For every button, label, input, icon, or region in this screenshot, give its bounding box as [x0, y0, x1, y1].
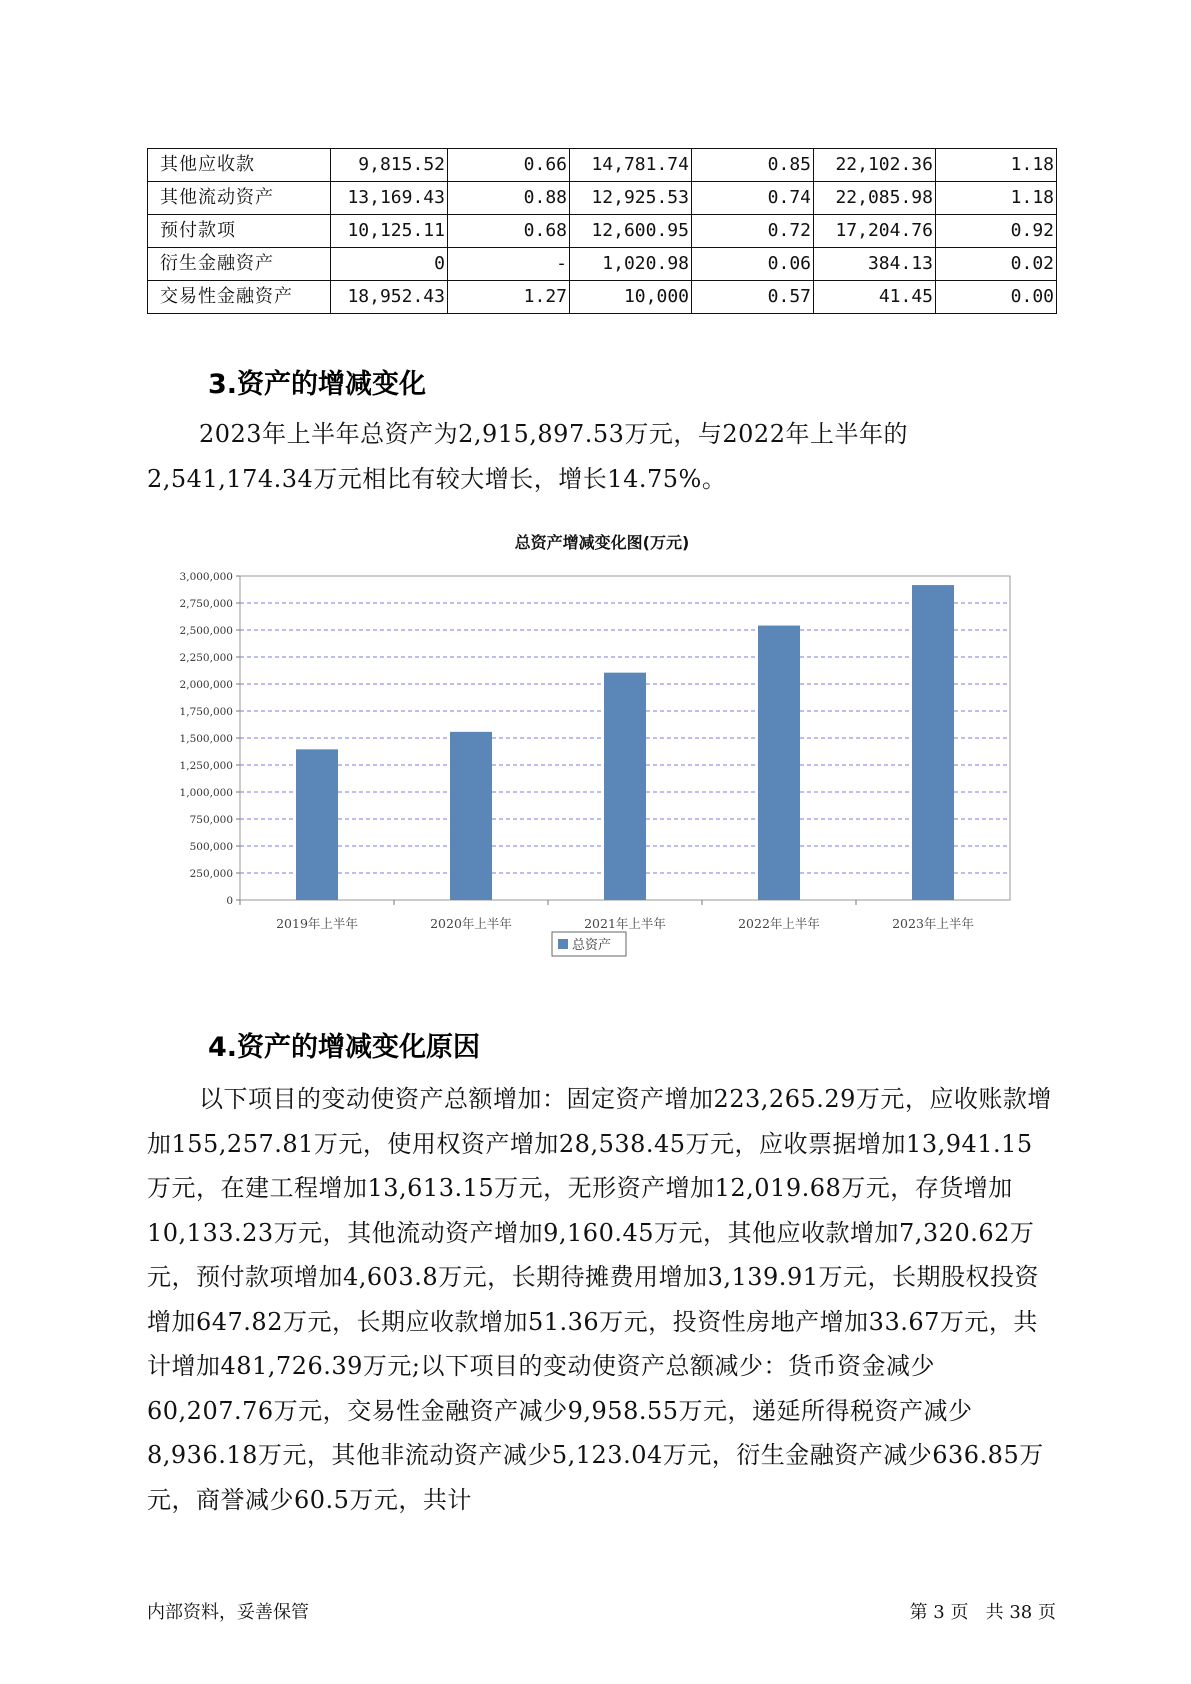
- footer-confidential-note: 内部资料，妥善保管: [147, 1602, 309, 1623]
- x-tick-label: 2020年上半年: [430, 916, 512, 931]
- table-cell-item-name: 其他应收款: [148, 149, 331, 182]
- y-tick-label: 2,500,000: [179, 625, 233, 637]
- table-cell-value: 0.92: [936, 215, 1057, 248]
- table-cell-value: 0.85: [692, 149, 814, 182]
- table-cell-value: 17,204.76: [814, 215, 936, 248]
- table-cell-value: 1.18: [936, 149, 1057, 182]
- x-tick-label: 2022年上半年: [738, 916, 820, 931]
- table-cell-value: 1.27: [448, 281, 570, 314]
- y-tick-label: 500,000: [189, 841, 233, 853]
- table-cell-value: 12,925.53: [570, 182, 692, 215]
- table-cell-item-name: 其他流动资产: [148, 182, 331, 215]
- x-tick-label: 2023年上半年: [892, 916, 974, 931]
- table-row: [148, 182, 1057, 215]
- table-row: [148, 248, 1057, 281]
- section4-heading: 4.资产的增减变化原因: [208, 1032, 481, 1063]
- table-cell-value: -: [448, 248, 570, 281]
- y-tick-label: 1,250,000: [179, 760, 233, 772]
- asset-table: [147, 148, 1057, 314]
- y-tick-label: 1,000,000: [179, 787, 233, 799]
- bar: [450, 732, 492, 900]
- table-cell-item-name: 衍生金融资产: [148, 248, 331, 281]
- table-row: [148, 149, 1057, 182]
- section4-paragraph: 以下项目的变动使资产总额增加：固定资产增加223,265.29万元，应收账款增加155,257.81万元，使用权资产增加28,538.45万元，应收票据增加13,941.15万元，在建工程增加13,613.15万元，无形资产增加12,019.68万元，存货增加10,133.23万元，其他流动资产增加9,160.45万元，其他应收款增加7,320.62万元，预付款项增加4,603.8万元，长期待摊费用增加3,139.91万元，长期股权投资增加647.82万元，长期应收款增加51.36万元，投资性房地产增加33.67万元，共计增加481,726.39万元;以下项目的变动使资产总额减少：货币资金减少60,207.76万元，交易性金融资产减少9,958.55万元，递延所得税资产减少8,936.18万元，其他非流动资产减少5,123.04万元，衍生金融资产减少636.85万元，商誉减少60.5万元，共计: [147, 1085, 1052, 1514]
- table-cell-value: 10,125.11: [331, 215, 448, 248]
- bar: [912, 585, 954, 900]
- y-tick-label: 2,750,000: [179, 598, 233, 610]
- x-tick-label: 2021年上半年: [584, 916, 666, 931]
- table-cell-value: 12,600.95: [570, 215, 692, 248]
- y-tick-label: 2,250,000: [179, 652, 233, 664]
- y-tick-label: 2,000,000: [179, 679, 233, 691]
- table-cell-value: 0.02: [936, 248, 1057, 281]
- y-tick-label: 3,000,000: [179, 571, 233, 583]
- table-cell-item-name: 交易性金融资产: [148, 281, 331, 314]
- table-row: [148, 215, 1057, 248]
- section3-heading: 3.资产的增减变化: [208, 369, 427, 400]
- table-cell-value: 0.68: [448, 215, 570, 248]
- table-row: [148, 281, 1057, 314]
- table-cell-value: 0.66: [448, 149, 570, 182]
- table-cell-value: 0: [331, 248, 448, 281]
- table-cell-value: 14,781.74: [570, 149, 692, 182]
- table-cell-value: 0.06: [692, 248, 814, 281]
- table-cell-value: 10,000: [570, 281, 692, 314]
- y-tick-label: 0: [226, 895, 233, 907]
- table-cell-value: 1,020.98: [570, 248, 692, 281]
- total-assets-chart: [160, 560, 1020, 980]
- table-cell-value: 22,085.98: [814, 182, 936, 215]
- y-tick-label: 1,750,000: [179, 706, 233, 718]
- y-tick-label: 1,500,000: [179, 733, 233, 745]
- legend-label: 总资产: [572, 938, 612, 953]
- table-cell-value: 0.00: [936, 281, 1057, 314]
- bar: [758, 626, 800, 900]
- table-cell-value: 22,102.36: [814, 149, 936, 182]
- table-cell-value: 0.72: [692, 215, 814, 248]
- y-tick-label: 750,000: [189, 814, 233, 826]
- table-cell-value: 9,815.52: [331, 149, 448, 182]
- table-cell-item-name: 预付款项: [148, 215, 331, 248]
- table-cell-value: 384.13: [814, 248, 936, 281]
- x-tick-label: 2019年上半年: [276, 916, 358, 931]
- y-tick-label: 250,000: [189, 868, 233, 880]
- table-cell-value: 1.18: [936, 182, 1057, 215]
- chart-title: 总资产增减变化图(万元): [514, 533, 690, 552]
- legend-swatch: [558, 939, 568, 949]
- table-cell-value: 18,952.43: [331, 281, 448, 314]
- table-cell-value: 0.74: [692, 182, 814, 215]
- table-cell-value: 0.88: [448, 182, 570, 215]
- table-cell-value: 13,169.43: [331, 182, 448, 215]
- bar: [604, 673, 646, 900]
- footer-page-number: 第 3 页 共 38 页: [909, 1602, 1056, 1623]
- table-cell-value: 41.45: [814, 281, 936, 314]
- section3-paragraph: 2023年上半年总资产为2,915,897.53万元，与2022年上半年的2,541,174.34万元相比有较大增长，增长14.75%。: [147, 420, 908, 493]
- bar: [296, 749, 338, 900]
- table-cell-value: 0.57: [692, 281, 814, 314]
